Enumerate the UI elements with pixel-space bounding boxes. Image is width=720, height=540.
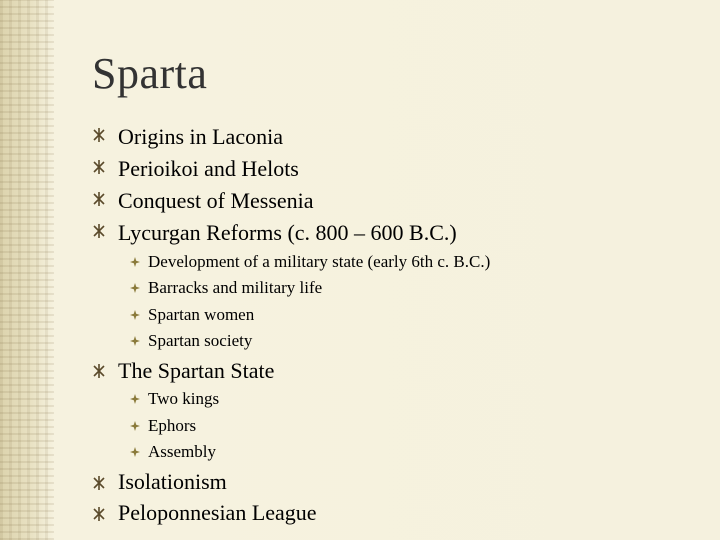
diamond-bullet-icon (130, 336, 140, 346)
textured-border (0, 0, 54, 540)
cross-bullet-icon (92, 128, 106, 142)
list-item: Isolationism (118, 469, 227, 494)
cross-bullet-icon (92, 507, 106, 521)
sub-list-item: Spartan women (148, 305, 255, 324)
diamond-bullet-icon (130, 283, 140, 293)
list-item: Peloponnesian League (118, 500, 317, 525)
list-item: Origins in Laconia (118, 124, 283, 149)
cross-bullet-icon (92, 476, 106, 490)
cross-bullet-icon (92, 364, 106, 378)
diamond-bullet-icon (130, 257, 140, 267)
diamond-bullet-icon (130, 310, 140, 320)
list-item: Lycurgan Reforms (c. 800 – 600 B.C.) (118, 220, 457, 245)
sub-list-item: Two kings (148, 389, 220, 408)
diamond-bullet-icon (130, 394, 140, 404)
cross-bullet-icon (92, 192, 106, 206)
cross-bullet-icon (92, 224, 106, 238)
sub-list-item: Barracks and military life (148, 278, 323, 297)
sub-list-item: Ephors (148, 416, 197, 435)
diamond-bullet-icon (130, 421, 140, 431)
list-item: Conquest of Messenia (118, 188, 314, 213)
sub-list-item: Spartan society (148, 331, 253, 350)
sub-list-item: Development of a military state (early 6th c. B.C.) (148, 252, 491, 271)
diamond-bullet-icon (130, 447, 140, 457)
slide-title: Sparta (92, 49, 208, 98)
cross-bullet-icon (92, 160, 106, 174)
list-item: The Spartan State (118, 358, 275, 383)
sub-list-item: Assembly (148, 442, 216, 461)
list-item: Perioikoi and Helots (118, 156, 299, 181)
